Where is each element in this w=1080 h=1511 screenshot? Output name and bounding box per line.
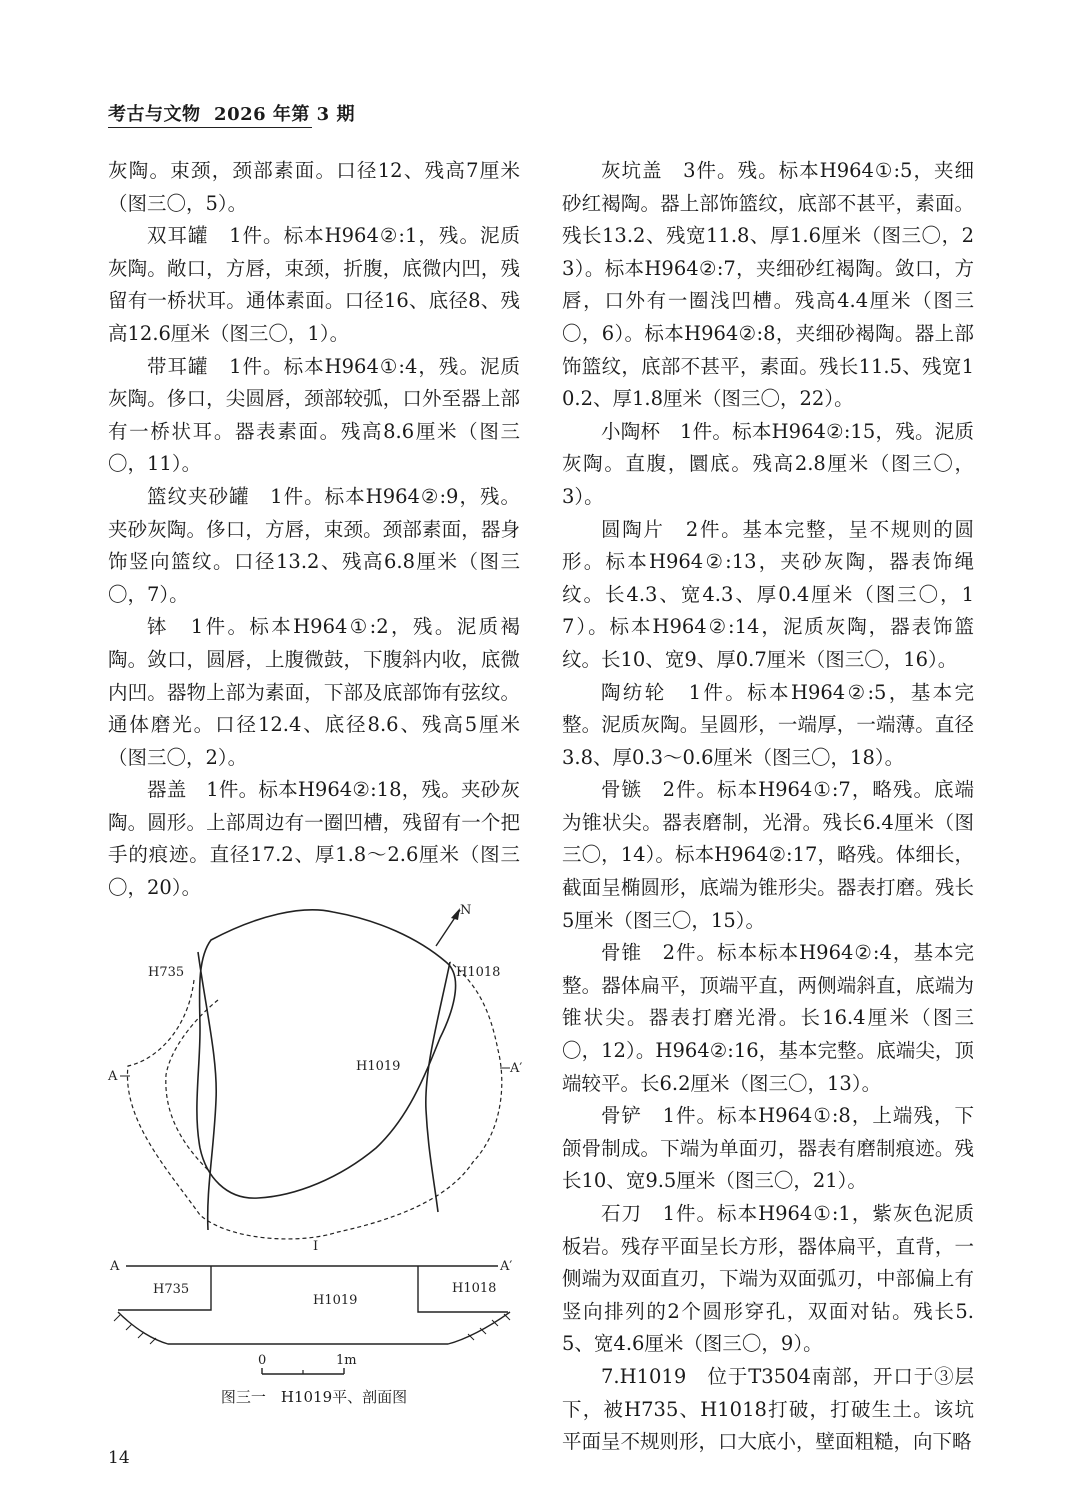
label-h1019-plan: H1019 xyxy=(356,1059,401,1074)
paragraph: 陶纺轮 1件。标本H964②:5，基本完整。泥质灰陶。呈圆形，一端厚，一端薄。直径3.8、厚0.3～0.6厘米（图三〇，18）。 xyxy=(562,680,974,769)
north-label: N xyxy=(460,903,472,918)
left-column xyxy=(108,155,520,905)
paragraph: 器盖 1件。标本H964②:18，残。夹砂灰陶。圆形。上部周边有一圈凹槽，残留有一个把手的痕迹。直径17.2、厚1.8～2.6厘米（图三〇，20）。 xyxy=(108,778,520,900)
h735-boundary xyxy=(198,952,216,1230)
north-arrow-head xyxy=(451,908,460,920)
paragraph: 灰陶。束颈，颈部素面。口径12、残高7厘米（图三〇，5）。 xyxy=(108,159,520,215)
paragraph: 7.H1019 位于T3504南部，开口于③层下，被H735、H1018打破，打破生土。该坑平面呈不规则形，口大底小，壁面粗糙，向下略 xyxy=(562,1364,974,1454)
figure-caption: 图三一 H1019平、剖面图 xyxy=(220,1388,408,1406)
section-hatching xyxy=(114,1314,510,1344)
h1019-outline xyxy=(197,910,456,1198)
paragraph: 双耳罐 1件。标本H964②:1，残。泥质灰陶。敞口，方唇，束颈，折腹，底微内凹，残留有一桥状耳。通体素面。口径16、底径8、残高12.6厘米（图三〇，1）。 xyxy=(108,224,520,345)
scale-bar xyxy=(258,1352,368,1382)
paragraph: 灰坑盖 3件。残。标本H964①:5，夹细砂红褐陶。器上部饰篮纹，底部不甚平，素面。残长13.2、残宽11.8、厚1.6厘米（图三〇，23）。标本H964②:7，夹细砂红褐陶。敛口，方唇，口外有一圈浅凹槽。残高4.4厘米（图三〇，6）。标本H964②:8，夹细砂褐陶。器上部饰篮纹，底部不甚平，素面。残长11.5、残宽10.2、厚1.8厘米（图三〇，22）。 xyxy=(562,159,974,411)
paragraph: 骨锥 2件。标本标本H964②:4，基本完整。器体扁平，顶端平直，两侧端斜直，底端为锥状尖。器表打磨光滑。长16.4厘米（图三〇，12）。H964②:16，基本完整。底端尖，顶端较平。长6.2厘米（图三〇，13）。 xyxy=(562,941,974,1095)
paragraph: 带耳罐 1件。标本H964①:4，残。泥质灰陶。侈口，尖圆唇，颈部较弧，口外至器上部有一桥状耳。器表素面。残高8.6厘米（图三〇，11）。 xyxy=(108,354,520,476)
label-a-section: A xyxy=(110,1259,120,1274)
label-h735: H735 xyxy=(148,965,185,980)
label-h1018: H1018 xyxy=(456,965,501,980)
paragraph: 石刀 1件。标本H964①:1，紫灰色泥质板岩。残存平面呈长方形，器体扁平，直背，一侧端为双面直刃，下端为双面弧刃，中部偏上有竖向排列的2个圆形穿孔，双面对钻。残长5.5、宽4.6厘米（图三〇，9）。 xyxy=(562,1202,974,1356)
paragraph: 骨铲 1件。标本H964①:8，上端残，下颌骨制成。下端为单面刃，器表有磨制痕迹。残长10、宽9.5厘米（图三〇，21）。 xyxy=(562,1104,974,1193)
paragraph: 骨镞 2件。标本H964①:7，略残。底端为锥状尖。器表磨制，光滑。残长6.4厘米（图三〇，14）。标本H964②:17，略残。体细长，截面呈椭圆形，底端为锥形尖。器表打磨。残长5厘米（图三〇，15）。 xyxy=(562,778,974,932)
figure-drawing xyxy=(108,900,523,1340)
scale-zero-label: 0 xyxy=(258,1353,267,1368)
figure-h1019-plan-section xyxy=(108,900,523,1340)
label-a-plan: A xyxy=(108,1069,118,1084)
journal-name: 考古与文物 xyxy=(108,104,201,125)
label-h735-section: H735 xyxy=(153,1282,190,1297)
issue-number: 2026 年第 3 期 xyxy=(214,104,355,125)
center-marker: I xyxy=(313,1239,319,1254)
label-h1019-section: H1019 xyxy=(313,1293,358,1308)
paragraph: 钵 1件。标本H964①:2，残。泥质褐陶。敛口，圆唇，上腹微鼓，下腹斜内收，底微内凹。器物上部为素面，下部及底部饰有弦纹。通体磨光。口径12.4、底径8.6、残高5厘米（图三〇，2）。 xyxy=(108,615,520,769)
running-header xyxy=(108,100,355,126)
scale-one-label: 1m xyxy=(336,1353,357,1368)
right-column xyxy=(562,155,974,1459)
paragraph: 篮纹夹砂罐 1件。标本H964②:9，残。夹砂灰陶。侈口，方唇，束颈。颈部素面，器身饰竖向篮纹。口径13.2、残高6.8厘米（图三〇，7）。 xyxy=(108,484,520,606)
h1019-section-profile xyxy=(118,1312,510,1344)
paragraph: 圆陶片 2件。基本完整，呈不规则的圆形。标本H964②:13，夹砂灰陶，器表饰绳纹。长4.3、宽4.3、厚0.4厘米（图三〇，17）。标本H964②:14，泥质灰陶，器表饰篮纹。长10、宽9、厚0.7厘米（图三〇，16）。 xyxy=(562,517,974,671)
label-h1018-section: H1018 xyxy=(452,1281,497,1296)
h1019-bottom-outline xyxy=(127,962,501,1239)
label-a-prime-section: A′ xyxy=(500,1259,513,1274)
label-a-prime-plan: A′ xyxy=(510,1061,523,1076)
h1018-boundary xyxy=(426,962,450,1212)
header-rule xyxy=(108,127,312,128)
page-number: 14 xyxy=(108,1448,130,1468)
paragraph: 小陶杯 1件。标本H964②:15，残。泥质灰陶。直腹，圜底。残高2.8厘米（图三〇，3）。 xyxy=(562,419,974,508)
